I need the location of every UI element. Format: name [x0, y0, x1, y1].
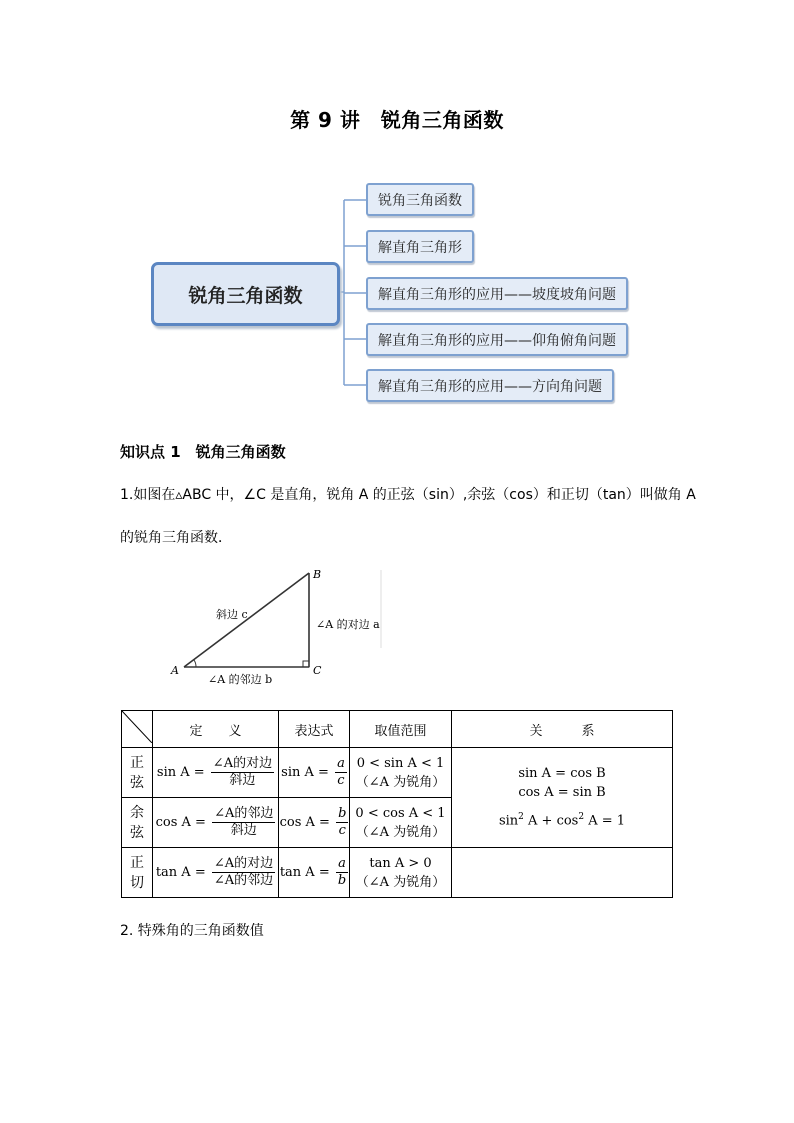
- hypotenuse-label: 斜边 c: [216, 608, 248, 621]
- relation-empty-cell: [452, 848, 673, 898]
- table-header-row: [122, 711, 673, 748]
- range-cell: 0 < cos A < 1 （∠A 为锐角）: [350, 798, 452, 848]
- row-label-cosine: 余 弦: [122, 798, 153, 848]
- vertex-label-b: B: [313, 568, 322, 581]
- header-expression: 表达式: [279, 711, 350, 748]
- range-cell: tan A > 0 （∠A 为锐角）: [350, 848, 452, 898]
- mindmap-node-1: 锐角三角函数: [366, 183, 474, 216]
- page-title: 第 9 讲 锐角三角函数: [290, 108, 504, 132]
- paragraph-line-1: 1.如图在▵ABC 中，∠C 是直角，锐角 A 的正弦（sin）,余弦（cos）和正切（tan）叫做角 A: [120, 487, 696, 503]
- paragraph-section-2: 2. 特殊角的三角函数值: [120, 923, 264, 939]
- header-relation: 关 系: [452, 711, 673, 748]
- mindmap-main-node: 锐角三角函数: [151, 262, 340, 326]
- opposite-side-label: ∠A 的对边 a: [316, 618, 380, 631]
- header-definition: 定 义: [153, 711, 279, 748]
- row-label-tangent: 正 切: [122, 848, 153, 898]
- relation-cell: sin A = cos B cos A = sin B $\sin^2 A + \cos^2 A = 1$: [452, 748, 673, 848]
- adjacent-side-label: ∠A 的邻边 b: [208, 673, 273, 686]
- right-triangle-figure: [166, 566, 396, 690]
- mindmap-node-2: 解直角三角形: [366, 230, 474, 263]
- row-label-sine: 正 弦: [122, 748, 153, 798]
- table-row-sine: [122, 748, 673, 798]
- table-row-tangent: [122, 848, 673, 898]
- paragraph-line-2: 的锐角三角函数．: [120, 530, 232, 546]
- expression-cell: cos A = $\frac{b}{c}$: [279, 798, 350, 848]
- mindmap-node-4: 解直角三角形的应用——仰角俯角问题: [366, 323, 628, 356]
- definition-cell: tan A = $\frac{\text{∠A的对边}}{\text{∠A的邻边}}$: [153, 848, 279, 898]
- expression-cell: tan A = $\frac{a}{b}$: [279, 848, 350, 898]
- range-cell: 0 < sin A < 1 （∠A 为锐角）: [350, 748, 452, 798]
- header-range: 取值范围: [350, 711, 452, 748]
- definition-cell: sin A = $\frac{\text{∠A的对边}}{\text{斜边}}$: [153, 748, 279, 798]
- trig-function-table: [121, 710, 673, 898]
- mindmap-node-3: 解直角三角形的应用——坡度坡角问题: [366, 277, 628, 310]
- section-heading-1: 知识点 1 锐角三角函数: [120, 443, 286, 461]
- definition-cell: cos A = $\frac{\text{∠A的邻边}}{\text{斜边}}$: [153, 798, 279, 848]
- vertex-label-c: C: [313, 664, 322, 677]
- expression-cell: sin A = $\frac{a}{c}$: [279, 748, 350, 798]
- table-corner-cell: [122, 711, 153, 748]
- vertex-label-a: A: [171, 664, 179, 677]
- mindmap-node-5: 解直角三角形的应用——方向角问题: [366, 369, 614, 402]
